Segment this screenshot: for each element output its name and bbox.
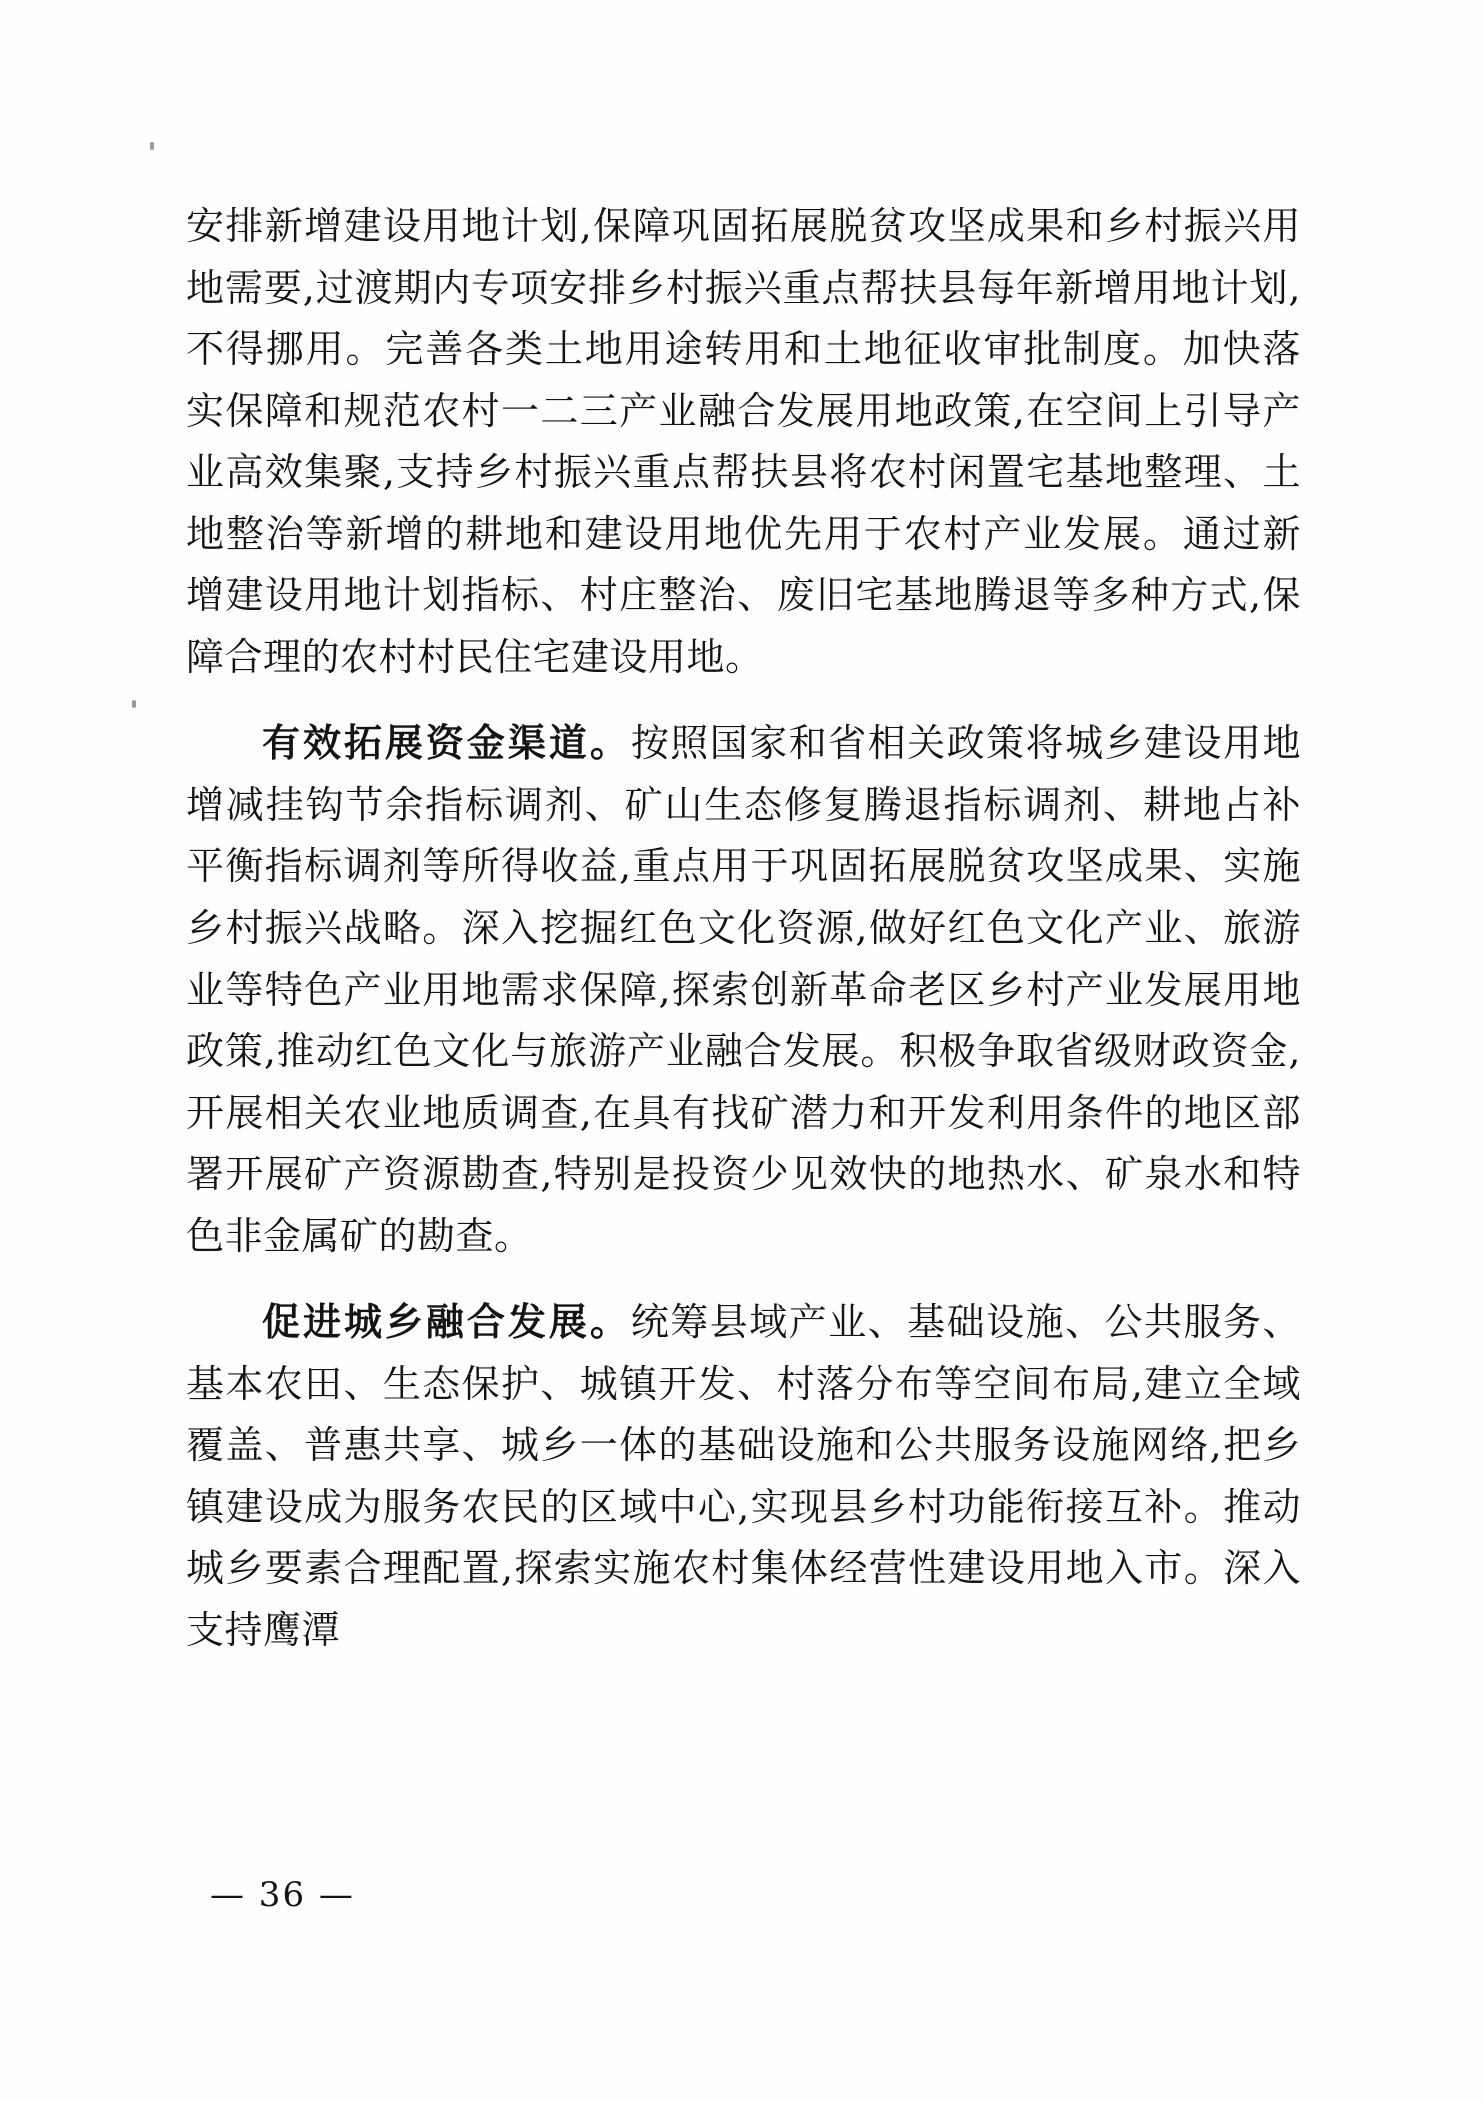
page-footer [186,1875,1301,1915]
scan-speck-icon [150,142,154,150]
paragraph-spacer [186,1273,1301,1291]
paragraph-1 [186,196,1301,688]
page-number: — 36 — [210,1875,355,1915]
paragraph-3-text: 统筹县域产业、基础设施、公共服务、基本农田、生态保护、城镇开发、村落分布等空间布局,建立全域覆盖、普惠共享、城乡一体的基础设施和公共服务设施网络,把乡镇建设成为服务农民的区域中心,实现县乡村功能衔接互补。推动城乡要素合理配置,探索实施农村集体经营性建设用地入市。深入支持鹰潭 [186,1300,1301,1653]
paragraph-2 [186,712,1301,1267]
paragraph-1-text: 安排新增建设用地计划,保障巩固拓展脱贫攻坚成果和乡村振兴用地需要,过渡期内专项安排乡村振兴重点帮扶县每年新增用地计划,不得挪用。完善各类土地用途转用和土地征收审批制度。加快落实保障和规范农村一二三产业融合发展用地政策,在空间上引导产业高效集聚,支持乡村振兴重点帮扶县将农村闲置宅基地整理、土地整治等新增的耕地和建设用地优先用于农村产业发展。通过新增建设用地计划指标、村庄整治、废旧宅基地腾退等多种方式,保障合理的农村村民住宅建设用地。 [186,204,1301,679]
paragraph-3-lead: 促进城乡融合发展。 [262,1299,631,1345]
document-body [186,196,1301,1668]
paragraph-2-lead: 有效拓展资金渠道。 [262,720,631,766]
paragraph-spacer [186,694,1301,712]
paragraph-3 [186,1291,1301,1661]
paragraph-2-text: 按照国家和省相关政策将城乡建设用地增减挂钩节余指标调剂、矿山生态修复腾退指标调剂、耕地占补平衡指标调剂等所得收益,重点用于巩固拓展脱贫攻坚成果、实施乡村振兴战略。深入挖掘红色文化资源,做好红色文化产业、旅游业等特色产业用地需求保障,探索创新革命老区乡村产业发展用地政策,推动红色文化与旅游产业融合发展。积极争取省级财政资金,开展相关农业地质调查,在具有找矿潜力和开发利用条件的地区部署开展矿产资源勘查,特别是投资少见效快的地热水、矿泉水和特色非金属矿的勘查。 [186,721,1301,1258]
scan-speck-icon [132,700,136,708]
